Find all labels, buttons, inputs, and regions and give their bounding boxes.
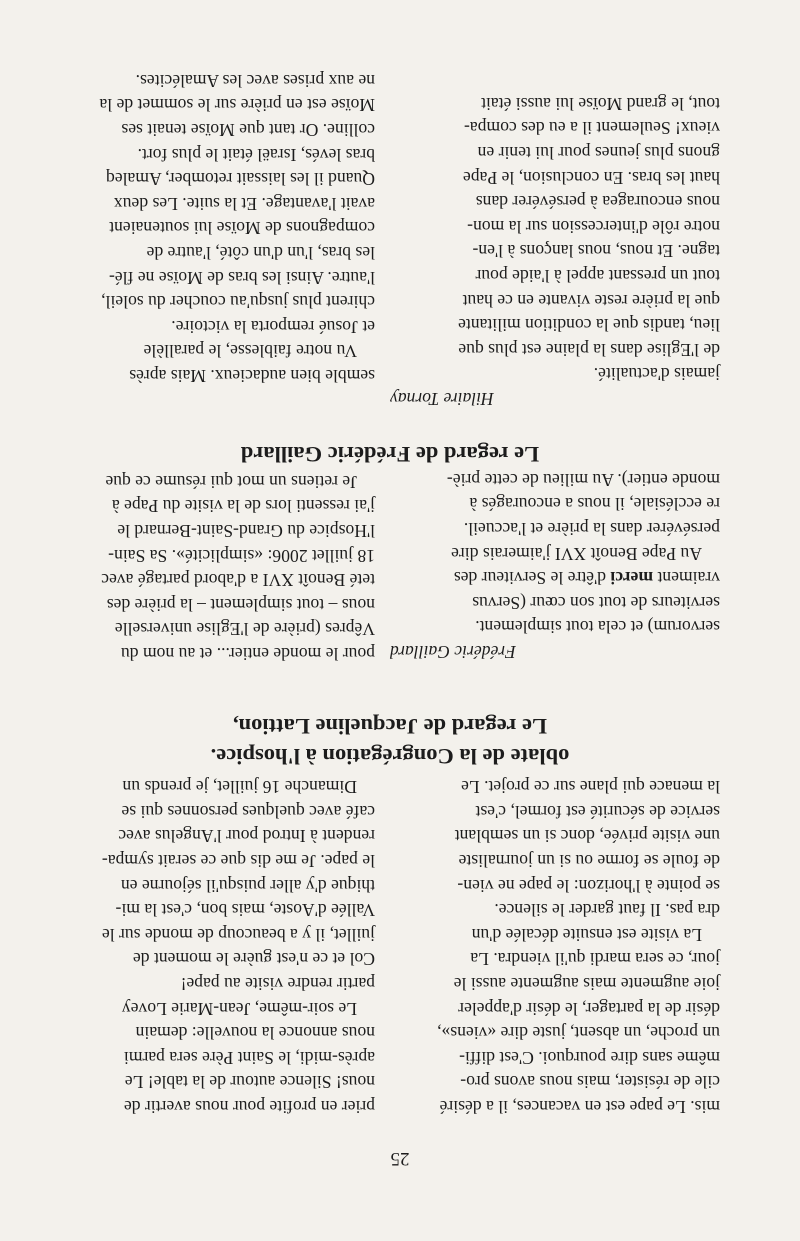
text-line: Moïse est en prière sur le sommet de la: [99, 95, 375, 116]
text-fragment: vraiment: [653, 568, 720, 589]
text-line: le pape. Je me dis que ce serait sympa-: [101, 851, 375, 872]
text-line: avait l'avantage. Et la suite. Les deux: [113, 193, 375, 214]
text-line: l'autre. Ainsi les bras de Moïse ne flé-: [108, 267, 375, 288]
text-line: nous! Silence autour de la table! Le: [124, 1072, 375, 1093]
text-line: Vu notre faiblesse, le parallèle: [143, 341, 357, 362]
text-line: un proche, un absent, juste dire «viens»,: [437, 1023, 720, 1044]
text-line: service de sécurité est formel, c'est: [475, 801, 720, 822]
text-line: re ecclésiale, il nous a encouragés à: [469, 494, 720, 515]
text-line: cile de résister, mais nous avons pro-: [460, 1072, 720, 1093]
text-line: jamais d'actualité.: [593, 364, 720, 385]
text-line: chirent plus jusqu'au coucher du soleil,: [101, 292, 375, 313]
text-line: compagnons de Moïse lui soutenaient: [109, 218, 375, 239]
article3-column-left: [390, 91, 720, 413]
text-line: tout un pressant appel à l'aide pour: [475, 266, 720, 287]
text-line: Col et ce n'est guère le moment de: [132, 949, 375, 970]
heading-line: Le regard de Frédéric Gaillard: [240, 442, 540, 467]
signature: Hilaire Tornay: [390, 389, 494, 409]
article2-column-left: [390, 467, 720, 666]
text-line: [390, 566, 720, 591]
text-line: nous annonce la nouvelle: demain: [135, 1023, 375, 1044]
text-line: j'ai ressenti lors de la visite du Pape à: [111, 496, 375, 517]
text-line: serviteurs de tout son cœur (Servus: [472, 592, 720, 613]
text-line: colline. Or tant que Moïse tenait ses: [121, 120, 375, 141]
text-line: thique d'y aller puisqu'il séjourne en: [120, 875, 375, 896]
text-line: prier en profite pour nous avertir de: [123, 1097, 375, 1117]
text-line: semble bien audacieux. Mais après: [129, 366, 375, 386]
text-line: de foule se forme ou si un journaliste: [458, 851, 720, 872]
text-line: se pointe à l'horizon: le pape ne vien-: [457, 875, 720, 896]
text-line: juillet, il y a beaucoup de monde sur le: [101, 924, 375, 945]
text-line: tout, le grand Moïse lui aussi était: [481, 93, 720, 114]
text-line: même sans dire pourquoi. C'est diffi-: [459, 1047, 720, 1068]
text-line: Quand il les laissait retomber, Amaleq: [106, 169, 375, 190]
text-line: pour le monde entier... et au nom du: [120, 644, 375, 664]
text-line: rendent à Introd pour l'Angelus avec: [118, 826, 375, 847]
page-number: 25: [390, 1148, 410, 1169]
text-line: tagne. Et nous, nous lançons à l'en-: [472, 241, 720, 262]
text-line: jour, ce sera mardi qu'il viendra. La: [470, 949, 720, 970]
text-line: monde entier). Au milieu de cette priè-: [446, 469, 720, 490]
heading-line: oblate de la Congrégation à l'hospice.: [210, 744, 570, 769]
text-line: dra pas. Il faut garder le silence.: [494, 900, 720, 921]
article1-heading: [80, 711, 700, 771]
text-line: la menace qui plane sur ce projet. Le: [461, 777, 720, 798]
text-line: bras levés, Israël était le plus fort.: [137, 144, 375, 165]
text-line: les bras, l'un d'un côté, l'autre de: [146, 243, 375, 264]
article2-column-right: [45, 469, 375, 666]
article3-column-right: [45, 68, 375, 388]
text-line: persévérer dans la prière et l'accueil.: [463, 519, 720, 540]
text-line: que la prière reste vivante en ce haut: [462, 290, 720, 311]
text-line: désir de la partager, le désir d'appeler: [458, 998, 720, 1019]
text-line: partir rendre visite au pape!: [180, 974, 375, 995]
text-line: 18 juillet 2006: «simplicité». Sa Sain-: [108, 545, 375, 566]
text-line: Au Pape Benoît XVI j'aimerais dire: [451, 543, 702, 564]
article2-heading: [80, 439, 700, 469]
text-fragment: d'être le Serviteur des: [453, 568, 611, 589]
text-line: de l'Eglise dans la plaine est plus que: [458, 339, 720, 360]
text-line: après-midi, le Saint Père sera parmi: [123, 1047, 375, 1068]
text-line: une visite privée, donc si un semblant: [454, 826, 720, 847]
article1-column-right: [45, 775, 375, 1119]
article1-column-left: [390, 775, 720, 1119]
text-line: Je retiens un mot qui résume ce que: [105, 471, 357, 492]
text-line: joie augmente mais augmente aussi le: [453, 974, 720, 995]
text-line: servorum) et cela tout simplement.: [475, 617, 720, 638]
text-line: teté Benoît XVI a d'abord partagé avec: [101, 570, 375, 591]
text-line: l'Hospice du Grand-Saint-Bernard le: [117, 521, 375, 542]
emphasized-word: merci: [610, 568, 654, 589]
text-line: lieu, tandis que la condition militante: [458, 315, 720, 336]
text-line: nous encouragea à persévérer dans: [475, 192, 720, 213]
text-line: mis. Le pape est en vacances, il a désiré: [439, 1097, 720, 1117]
text-line: Vêpres (prière de l'Eglise universelle: [114, 619, 375, 640]
text-line: Dimanche 16 juillet, je prends un: [122, 777, 357, 798]
text-line: La visite est ensuite décalée d'un: [471, 924, 702, 945]
signature: Frédéric Gaillard: [390, 642, 516, 662]
text-line: café avec quelques personnes qui se: [121, 801, 375, 822]
text-line: Le soir-même, Jean-Marie Lovey: [121, 998, 357, 1019]
text-line: vieux! Seulement il a eu des compa-: [463, 118, 720, 139]
text-line: gnons plus jeunes pour lui tenir en: [477, 143, 720, 164]
text-line: Vallée d'Aoste, mais bon, c'est la mi-: [115, 900, 375, 921]
text-line: haut les bras. En conclusion, le Pape: [463, 167, 720, 188]
text-line: ne aux prises avec les Amalécites.: [135, 70, 375, 91]
text-line: et Josué remporta la victoire.: [171, 316, 375, 337]
text-line: notre rôle d'intercession sur la mon-: [467, 216, 720, 237]
text-line: nous – tout simplement – la prière des: [106, 594, 375, 615]
heading-line: Le regard de Jacqueline Lattion,: [233, 714, 547, 739]
